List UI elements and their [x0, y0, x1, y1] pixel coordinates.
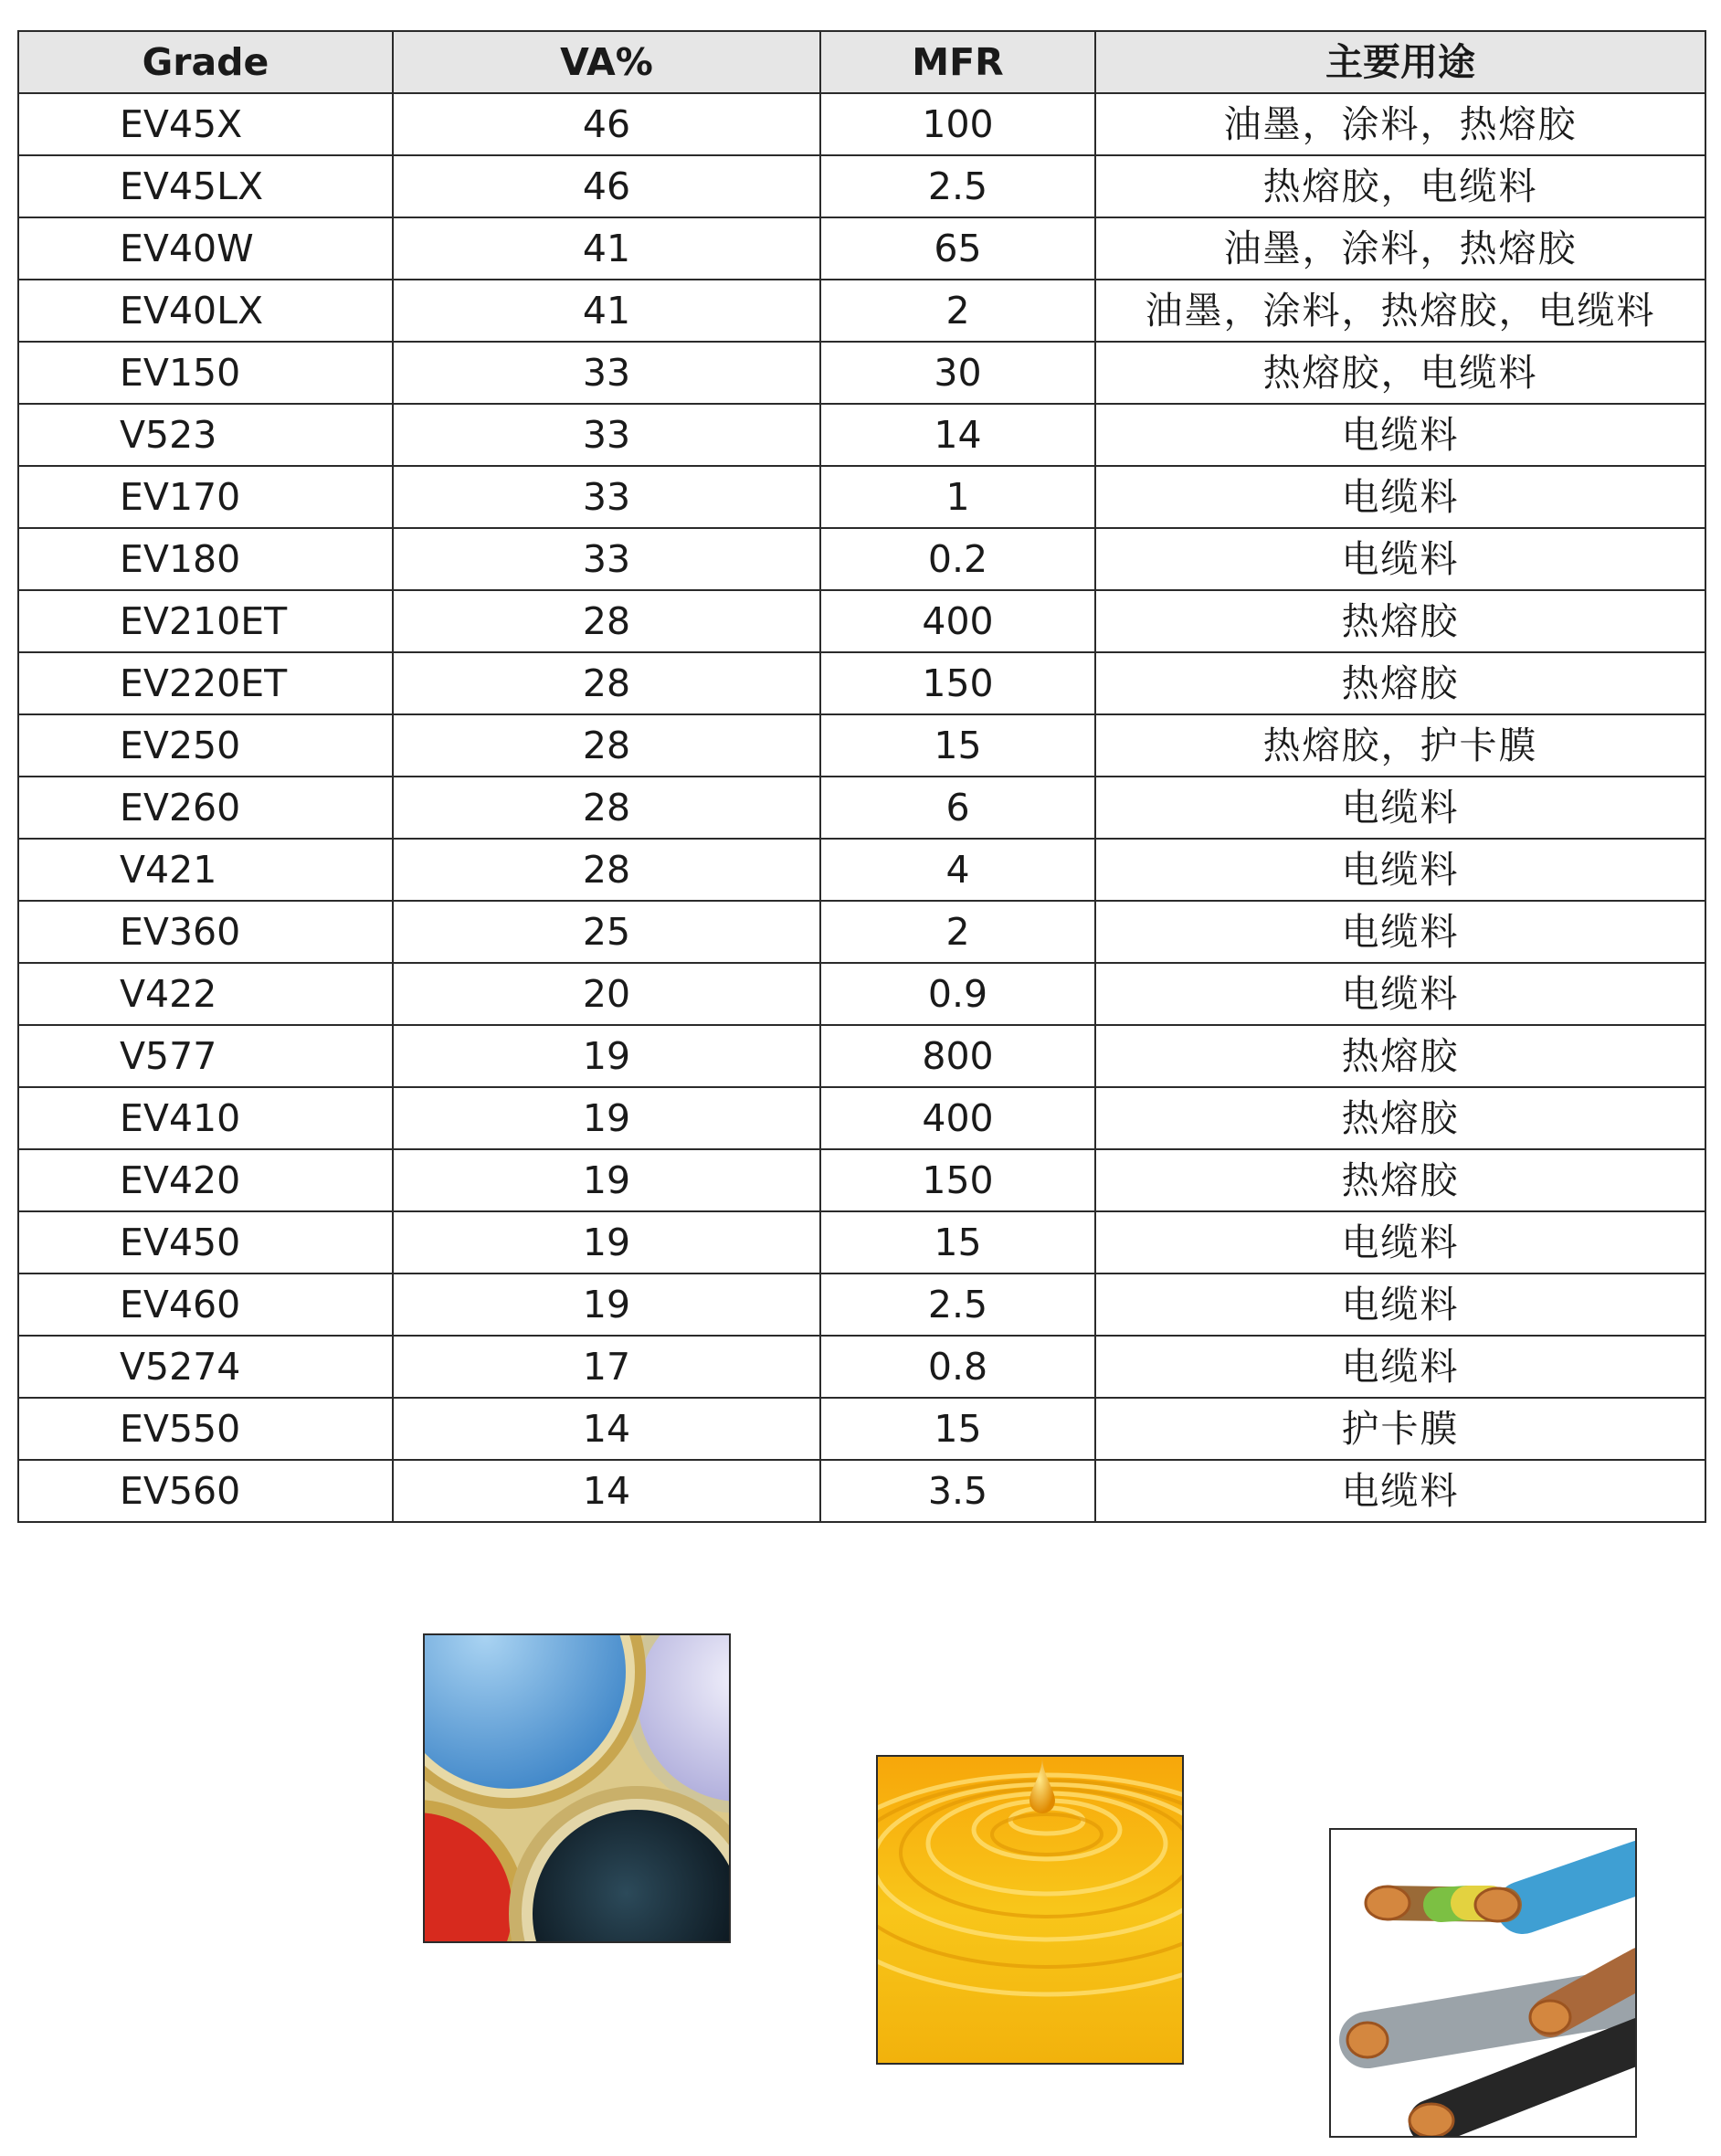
- use-cell: 热熔胶，电缆料: [1095, 155, 1705, 217]
- mfr-cell: 30: [820, 342, 1095, 404]
- use-cell: 热熔胶: [1095, 1087, 1705, 1149]
- table-row: [18, 155, 1705, 217]
- use-cell: 热熔胶: [1095, 590, 1705, 652]
- grade-cell: EV40LX: [18, 280, 393, 342]
- table-row: [18, 93, 1705, 155]
- va-cell: 17: [393, 1336, 820, 1398]
- grade-cell: EV40W: [18, 217, 393, 280]
- va-cell: 14: [393, 1460, 820, 1522]
- use-cell: 电缆料: [1095, 1211, 1705, 1274]
- grade-cell: EV420: [18, 1149, 393, 1211]
- va-cell: 46: [393, 93, 820, 155]
- table-row: [18, 777, 1705, 839]
- use-cell: 电缆料: [1095, 404, 1705, 466]
- grade-cell: EV460: [18, 1274, 393, 1336]
- grade-cell: EV560: [18, 1460, 393, 1522]
- use-cell: 电缆料: [1095, 839, 1705, 901]
- grade-cell: EV360: [18, 901, 393, 963]
- table-row: [18, 280, 1705, 342]
- table-row: [18, 217, 1705, 280]
- use-cell: 电缆料: [1095, 466, 1705, 528]
- mfr-cell: 2: [820, 280, 1095, 342]
- use-cell: 油墨，涂料，热熔胶，电缆料: [1095, 280, 1705, 342]
- mfr-cell: 15: [820, 1211, 1095, 1274]
- table-row: [18, 1274, 1705, 1336]
- va-cell: 28: [393, 777, 820, 839]
- grade-cell: EV260: [18, 777, 393, 839]
- grade-cell: V5274: [18, 1336, 393, 1398]
- oil-image: [876, 1755, 1184, 2065]
- grade-cell: EV250: [18, 714, 393, 777]
- table-row: [18, 1087, 1705, 1149]
- mfr-cell: 6: [820, 777, 1095, 839]
- table-row: [18, 590, 1705, 652]
- grade-cell: EV220ET: [18, 652, 393, 714]
- va-cell: 28: [393, 652, 820, 714]
- use-cell: 热熔胶，护卡膜: [1095, 714, 1705, 777]
- table-row: [18, 466, 1705, 528]
- va-cell: 33: [393, 466, 820, 528]
- va-cell: 33: [393, 342, 820, 404]
- use-cell: 电缆料: [1095, 1336, 1705, 1398]
- grade-cell: V577: [18, 1025, 393, 1087]
- va-cell: 33: [393, 528, 820, 590]
- table-row: [18, 1211, 1705, 1274]
- grade-cell: V422: [18, 963, 393, 1025]
- va-cell: 19: [393, 1087, 820, 1149]
- va-cell: 20: [393, 963, 820, 1025]
- table-row: [18, 1336, 1705, 1398]
- table-row: [18, 1149, 1705, 1211]
- table-row: [18, 901, 1705, 963]
- mfr-cell: 400: [820, 590, 1095, 652]
- header-mfr: MFR: [820, 31, 1095, 93]
- va-cell: 41: [393, 280, 820, 342]
- grade-cell: EV550: [18, 1398, 393, 1460]
- use-cell: 油墨，涂料，热熔胶: [1095, 217, 1705, 280]
- mfr-cell: 65: [820, 217, 1095, 280]
- va-cell: 33: [393, 404, 820, 466]
- va-cell: 28: [393, 839, 820, 901]
- va-cell: 19: [393, 1149, 820, 1211]
- mfr-cell: 1: [820, 466, 1095, 528]
- table-row: [18, 1025, 1705, 1087]
- va-cell: 25: [393, 901, 820, 963]
- va-cell: 28: [393, 590, 820, 652]
- use-cell: 护卡膜: [1095, 1398, 1705, 1460]
- va-cell: 19: [393, 1025, 820, 1087]
- use-cell: 油墨，涂料，热熔胶: [1095, 93, 1705, 155]
- header-grade: Grade: [18, 31, 393, 93]
- mfr-cell: 100: [820, 93, 1095, 155]
- paint-cans-image: [423, 1633, 731, 1943]
- mfr-cell: 4: [820, 839, 1095, 901]
- grade-cell: EV180: [18, 528, 393, 590]
- table-row: [18, 1398, 1705, 1460]
- va-cell: 46: [393, 155, 820, 217]
- table-body: [18, 93, 1705, 1522]
- grade-cell: EV45LX: [18, 155, 393, 217]
- grade-cell: V421: [18, 839, 393, 901]
- va-cell: 14: [393, 1398, 820, 1460]
- mfr-cell: 2.5: [820, 1274, 1095, 1336]
- header-use: 主要用途: [1095, 31, 1705, 93]
- grade-cell: EV210ET: [18, 590, 393, 652]
- grade-cell: EV45X: [18, 93, 393, 155]
- mfr-cell: 2: [820, 901, 1095, 963]
- mfr-cell: 14: [820, 404, 1095, 466]
- table-row: [18, 839, 1705, 901]
- mfr-cell: 15: [820, 714, 1095, 777]
- oil-drop-icon: [878, 1757, 1182, 2063]
- table-row: [18, 963, 1705, 1025]
- mfr-cell: 800: [820, 1025, 1095, 1087]
- mfr-cell: 15: [820, 1398, 1095, 1460]
- va-cell: 19: [393, 1274, 820, 1336]
- grade-cell: EV170: [18, 466, 393, 528]
- mfr-cell: 0.2: [820, 528, 1095, 590]
- paint-cans-icon: [425, 1635, 729, 1941]
- table-header: [18, 31, 1705, 93]
- mfr-cell: 3.5: [820, 1460, 1095, 1522]
- mfr-cell: 400: [820, 1087, 1095, 1149]
- cable-image: [1329, 1828, 1637, 2138]
- header-va: VA%: [393, 31, 820, 93]
- va-cell: 28: [393, 714, 820, 777]
- mfr-cell: 0.9: [820, 963, 1095, 1025]
- grade-cell: EV450: [18, 1211, 393, 1274]
- grade-cell: EV410: [18, 1087, 393, 1149]
- table-row: [18, 652, 1705, 714]
- use-cell: 电缆料: [1095, 1460, 1705, 1522]
- va-cell: 41: [393, 217, 820, 280]
- mfr-cell: 2.5: [820, 155, 1095, 217]
- use-cell: 热熔胶，电缆料: [1095, 342, 1705, 404]
- use-cell: 电缆料: [1095, 777, 1705, 839]
- use-cell: 电缆料: [1095, 901, 1705, 963]
- copper-cable-icon: [1331, 1830, 1635, 2136]
- use-cell: 电缆料: [1095, 1274, 1705, 1336]
- table-row: [18, 404, 1705, 466]
- table-row: [18, 528, 1705, 590]
- mfr-cell: 150: [820, 652, 1095, 714]
- va-cell: 19: [393, 1211, 820, 1274]
- use-cell: 热熔胶: [1095, 1025, 1705, 1087]
- table-row: [18, 714, 1705, 777]
- grade-cell: V523: [18, 404, 393, 466]
- table-row: [18, 1460, 1705, 1522]
- grade-table: [17, 30, 1706, 1523]
- table-row: [18, 342, 1705, 404]
- use-cell: 电缆料: [1095, 963, 1705, 1025]
- header-row: [18, 31, 1705, 93]
- mfr-cell: 150: [820, 1149, 1095, 1211]
- grade-cell: EV150: [18, 342, 393, 404]
- use-cell: 热熔胶: [1095, 652, 1705, 714]
- use-cell: 电缆料: [1095, 528, 1705, 590]
- mfr-cell: 0.8: [820, 1336, 1095, 1398]
- use-cell: 热熔胶: [1095, 1149, 1705, 1211]
